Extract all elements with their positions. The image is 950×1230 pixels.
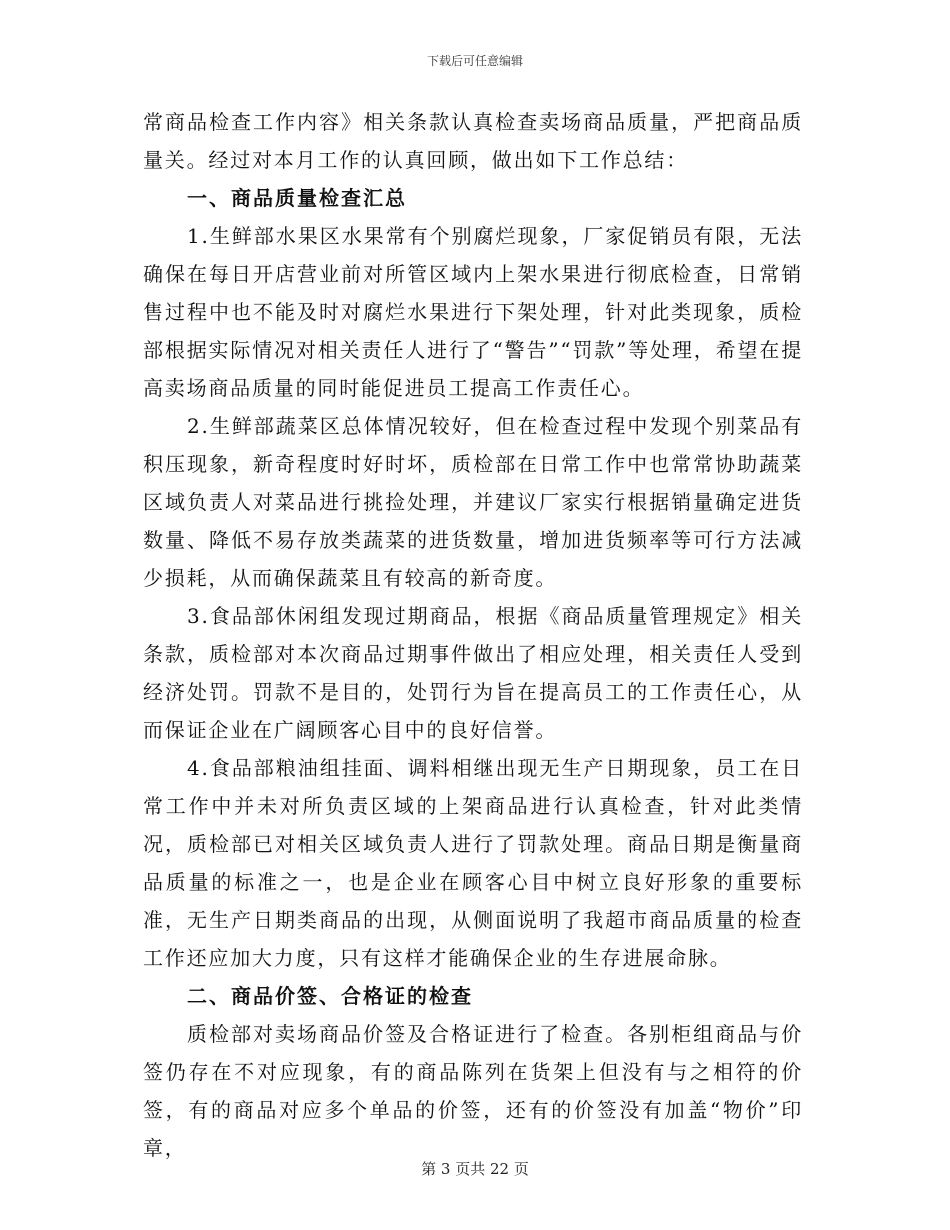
paragraph-continuation: 常商品检查工作内容》相关条款认真检查卖场商品质量，严把商品质量关。经过对本月工作的认真回顾，做出如下工作总结： (143, 110, 803, 172)
section-heading-1: 一、商品质量检查汇总 (187, 186, 407, 210)
paragraph-item-1: 1.生鲜部水果区水果常有个别腐烂现象，厂家促销员有限，无法确保在每日开店营业前对所管区域内上架水果进行彻底检查，日常销售过程中也不能及时对腐烂水果进行下架处理，针对此类现象，质检部根据实际情况对相关责任人进行了“警告”“罚款”等处理，希望在提高卖场商品质量的同时能促进员工提高工作责任心。 (143, 224, 803, 400)
page-number: 第 3 页共 22 页 (421, 1160, 529, 1178)
page-header: 下载后可任意编辑 (426, 54, 523, 68)
paragraph-item-4: 4.食品部粮油组挂面、调料相继出现无生产日期现象，员工在日常工作中并未对所负责区域的上架商品进行认真检查，针对此类情况，质检部已对相关区域负责人进行了罚款处理。商品日期是衡量商品质量的标准之一，也是企业在顾客心目中树立良好形象的重要标准，无生产日期类商品的出现，从侧面说明了我超市商品质量的检查工作还应加大力度，只有这样才能确保企业的生存进展命脉。 (143, 756, 803, 970)
section-heading-2: 二、商品价签、合格证的检查 (187, 984, 473, 1008)
paragraph-item-2: 2.生鲜部蔬菜区总体情况较好，但在检查过程中发现个别菜品有积压现象，新奇程度时好时坏，质检部在日常工作中也常常协助蔬菜区域负责人对菜品进行挑捡处理，并建议厂家实行根据销量确定进货数量、降低不易存放类蔬菜的进货数量，增加进货频率等可行方法减少损耗，从而确保蔬菜且有较高的新奇度。 (143, 414, 803, 590)
document-body (143, 103, 803, 1167)
paragraph-item-3: 3.食品部休闲组发现过期商品，根据《商品质量管理规定》相关条款，质检部对本次商品过期事件做出了相应处理，相关责任人受到经济处罚。罚款不是目的，处罚行为旨在提高员工的工作责任心，从而保证企业在广阔顾客心目中的良好信誉。 (143, 604, 803, 742)
paragraph-price-tags: 质检部对卖场商品价签及合格证进行了检查。各别柜组商品与价签仍存在不对应现象，有的商品陈列在货架上但没有与之相符的价签，有的商品对应多个单品的价签，还有的价签没有加盖“物价”印章， (143, 1022, 803, 1160)
